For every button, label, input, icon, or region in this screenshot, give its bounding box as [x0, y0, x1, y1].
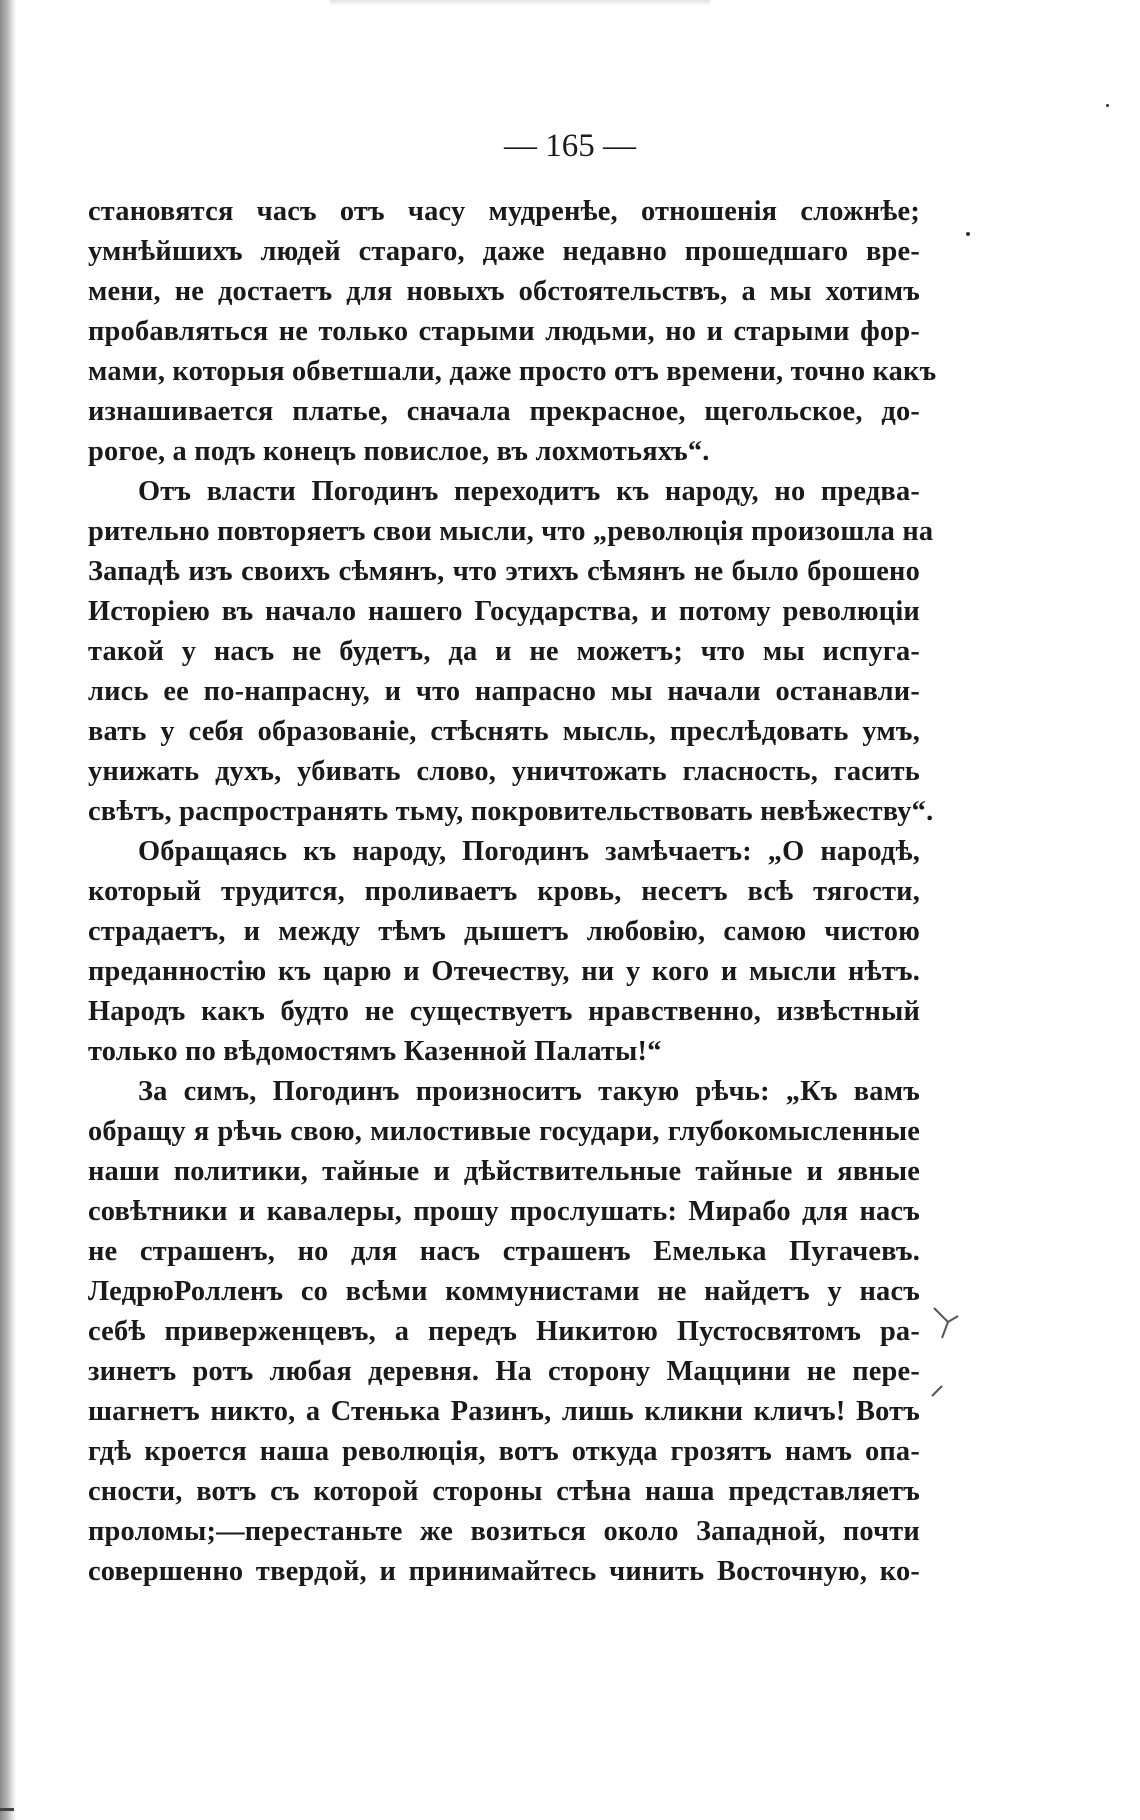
text-line: такой у насъ не будетъ, да и не можетъ; что мы испуга-	[88, 636, 920, 667]
body-text	[88, 192, 937, 1592]
text-line: мени, не достаетъ для новыхъ обстоятельствъ, а мы хотимъ	[88, 276, 920, 307]
margin-dot	[966, 232, 970, 236]
text-line: сности, вотъ съ которой стороны стѣна наша представляетъ	[88, 1476, 920, 1507]
text-line: совѣтники и кавалеры, прошу прослушать: Мирабо для насъ	[88, 1196, 920, 1227]
text-line: не страшенъ, но для насъ страшенъ Емелька Пугачевъ.	[88, 1236, 920, 1267]
margin-dot	[1106, 104, 1109, 107]
text-line: свѣтъ, распространять тьму, покровительствовать невѣжеству“.	[88, 796, 934, 827]
paragraph-2	[88, 472, 934, 832]
edge-mark	[0, 1808, 14, 1811]
text-line: вать у себя образованіе, стѣснять мысль, преслѣдовать умъ,	[88, 716, 920, 747]
margin-pencil-mark	[932, 1302, 962, 1342]
text-line: рогое, а подъ конецъ повислое, въ лохмотьяхъ“.	[88, 436, 710, 467]
text-line: рительно повторяетъ свои мысли, что „революція произошла на	[88, 516, 934, 547]
text-line: который трудится, проливаетъ кровь, несетъ всѣ тягости,	[88, 876, 920, 907]
text-line: гдѣ кроется наша революція, вотъ откуда грозятъ намъ опа-	[88, 1436, 920, 1467]
text-line: проломы;—перестаньте же возиться около Западной, почти	[88, 1516, 920, 1547]
text-line: изнашивается платье, сначала прекрасное, щегольское, до-	[88, 396, 920, 427]
page-number: — 165 —	[504, 128, 636, 164]
text-line: Западѣ изъ своихъ сѣмянъ, что этихъ сѣмянъ не было брошено	[88, 556, 920, 587]
text-line: обращу я рѣчь свою, милостивые государи, глубокомысленные	[88, 1116, 920, 1147]
text-line: пробавляться не только старыми людьми, но и старыми фор-	[88, 316, 920, 347]
margin-pencil-tick	[930, 1384, 946, 1400]
text-line: ЛедрюРолленъ со всѣми коммунистами не найдетъ у насъ	[88, 1276, 920, 1307]
binding-shadow	[0, 0, 16, 1820]
text-line: умнѣйшихъ людей стараго, даже недавно прошедшаго вре-	[88, 236, 920, 267]
text-line: мами, которыя обветшали, даже просто отъ времени, точно какъ	[88, 356, 937, 387]
text-line: унижать духъ, убивать слово, уничтожать гласность, гасить	[88, 756, 920, 787]
text-line: Обращаясь къ народу, Погодинъ замѣчаетъ: „О народѣ,	[138, 836, 920, 867]
text-line: шагнетъ никто, а Стенька Разинъ, лишь кликни кличъ! Вотъ	[88, 1396, 920, 1427]
paragraph-1	[88, 192, 937, 472]
paragraph-3	[88, 832, 920, 1072]
text-line: становятся часъ отъ часу мудренѣе, отношенія сложнѣе;	[88, 196, 920, 227]
text-line: наши политики, тайные и дѣйствительные тайные и явные	[88, 1156, 920, 1187]
text-line: лись ее по-напрасну, и что напрасно мы начали останавли-	[88, 676, 920, 707]
text-line: Отъ власти Погодинъ переходитъ къ народу, но предва-	[138, 476, 920, 507]
paragraph-4	[88, 1072, 920, 1592]
text-line: страдаетъ, и между тѣмъ дышетъ любовію, самою чистою	[88, 916, 920, 947]
text-line: только по вѣдомостямъ Казенной Палаты!“	[88, 1036, 662, 1067]
text-line: Народъ какъ будто не существуетъ нравственно, извѣстный	[88, 996, 920, 1027]
top-edge-smudge	[330, 0, 710, 6]
text-line: Исторіею въ начало нашего Государства, и потому революціи	[88, 596, 920, 627]
text-line: За симъ, Погодинъ произноситъ такую рѣчь: „Къ вамъ	[138, 1076, 920, 1107]
text-line: зинетъ ротъ любая деревня. На сторону Маццини не пере-	[88, 1356, 920, 1387]
text-line: преданностію къ царю и Отечеству, ни у кого и мысли нѣтъ.	[88, 956, 920, 987]
text-line: себѣ приверженцевъ, а передъ Никитою Пустосвятомъ ра-	[88, 1316, 920, 1347]
text-line: совершенно твердой, и принимайтесь чинить Восточную, ко-	[88, 1556, 920, 1587]
